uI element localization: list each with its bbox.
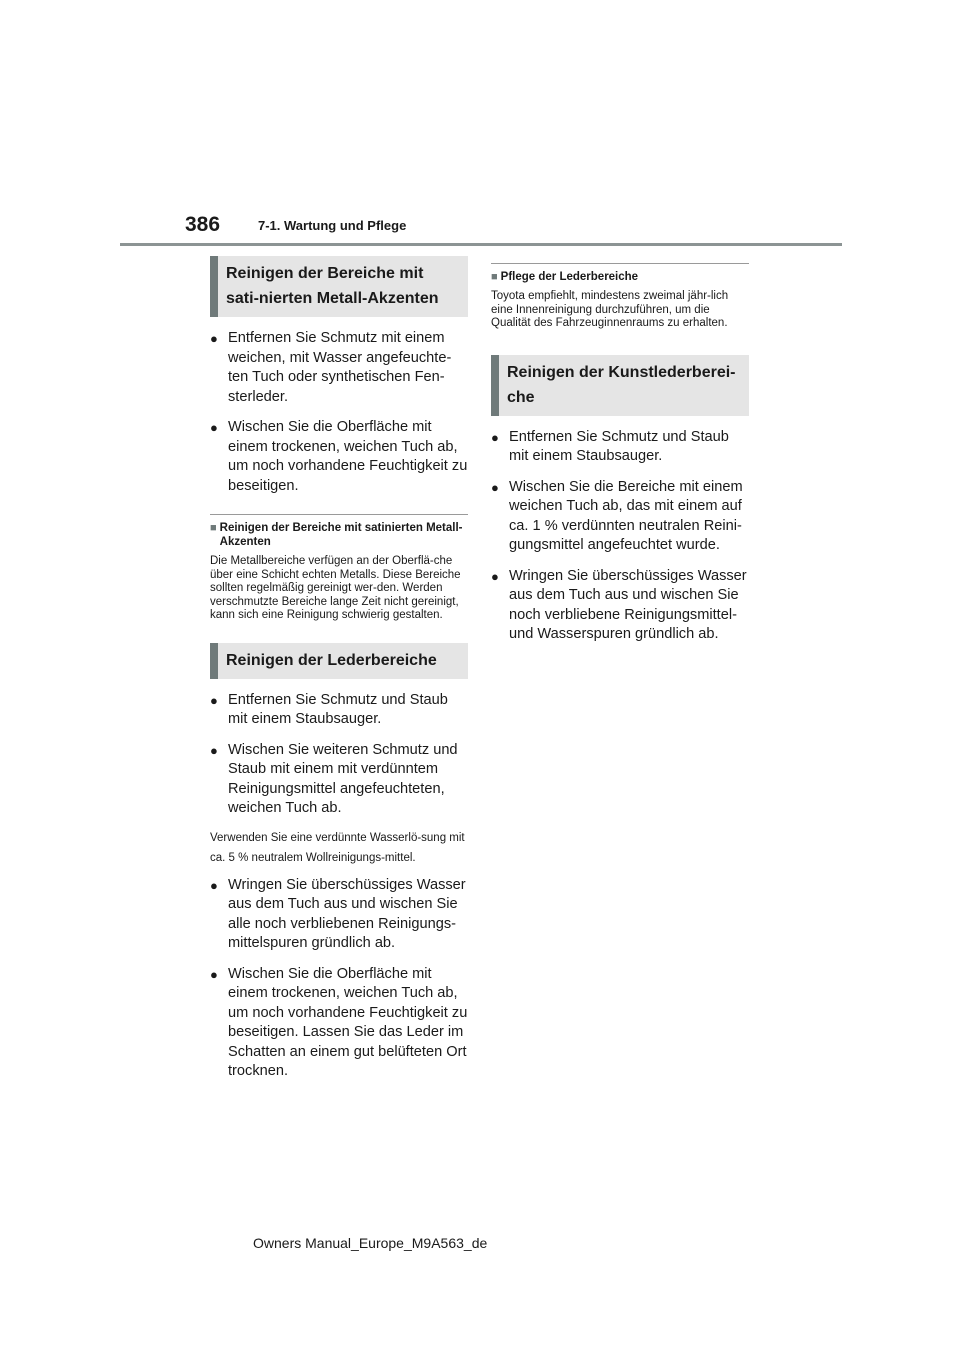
- note-text: Toyota empfiehlt, mindestens zweimal jähr-lich eine Innenreinigung durchzuführen, um die Qualität des Fahrzeuginnenraums zu erhalten.: [491, 290, 729, 329]
- page-number: 386: [185, 213, 221, 236]
- list-item: ● Wischen Sie die Oberfläche mit einem trockenen, weichen Tuch ab, um noch vorhandene Feuchtigkeit zu beseitigen. Lassen Sie das Leder im Schatten an einem gut belüfteten Ort trocknen.: [210, 965, 468, 1082]
- leather-note: Verwenden Sie eine verdünnte Wasserlö-sung mit ca. 5 % neutralem Wollreinigungs-mittel.: [210, 831, 465, 864]
- right-column: [491, 263, 749, 656]
- bullet-list: [210, 876, 468, 1082]
- section-heading-satin-metal: Reinigen der Bereiche mit sati-nierten Metall-Akzenten: [210, 256, 468, 317]
- info-note-satin-metal: [210, 514, 468, 623]
- list-item: ● Wischen Sie die Oberfläche mit einem trockenen, weichen Tuch ab, um noch vorhandene Feuchtigkeit zu beseitigen.: [210, 418, 468, 496]
- square-marker-icon: ■: [210, 522, 217, 534]
- left-column: [210, 256, 468, 1093]
- note-title: Pflege der Lederbereiche: [500, 271, 639, 283]
- square-marker-icon: ■: [491, 271, 498, 283]
- list-item: ● Entfernen Sie Schmutz und Staub mit einem Staubsauger.: [210, 691, 468, 730]
- list-item: ● Entfernen Sie Schmutz und Staub mit einem Staubsauger.: [491, 428, 749, 467]
- chapter-title: 7-1. Wartung und Pflege: [258, 218, 407, 233]
- note-title: Reinigen der Bereiche mit satinierten Metall-Akzenten: [219, 522, 463, 548]
- list-item: ● Wischen Sie weiteren Schmutz und Staub mit einem mit verdünntem Reinigungsmittel angefeuchteten, weichen Tuch ab.: [210, 741, 468, 819]
- footer-text: Owners Manual_Europe_M9A563_de: [253, 1235, 488, 1251]
- list-item: ● Wringen Sie überschüssiges Wasser aus dem Tuch aus und wischen Sie noch verbliebene Reinigungsmittel-und Wasserspuren gründlich ab.: [491, 567, 749, 645]
- section-heading-leather: Reinigen der Lederbereiche: [210, 643, 468, 679]
- list-item: ● Entfernen Sie Schmutz mit einem weichen, mit Wasser angefeuchte-ten Tuch oder synthetischen Fen-sterleder.: [210, 329, 468, 407]
- header-rule: [120, 243, 842, 246]
- list-item: ● Wischen Sie die Bereiche mit einem weichen Tuch ab, das mit einem auf ca. 1 % verdünnten neutralen Reini-gungsmittel angefeuchtet wurde.: [491, 478, 749, 556]
- section-heading-synthetic-leather: Reinigen der Kunstlederberei-che: [491, 355, 749, 416]
- info-note-leather-care: [491, 263, 749, 331]
- note-text: Die Metallbereiche verfügen an der Oberflä-che über eine Schicht echten Metalls. Diese Bereiche sollten regelmäßig gereinigt wer-den. Werden verschmutzte Bereiche lange Zeit nicht gereinigt, kann sich eine Reinigung schwierig gestalten.: [210, 555, 461, 621]
- bullet-list: [210, 329, 468, 496]
- bullet-list: [491, 428, 749, 645]
- bullet-list: [210, 691, 468, 819]
- list-item: ● Wringen Sie überschüssiges Wasser aus dem Tuch aus und wischen Sie alle noch verbliebenen Reinigungs-mittelspuren gründlich ab.: [210, 876, 468, 954]
